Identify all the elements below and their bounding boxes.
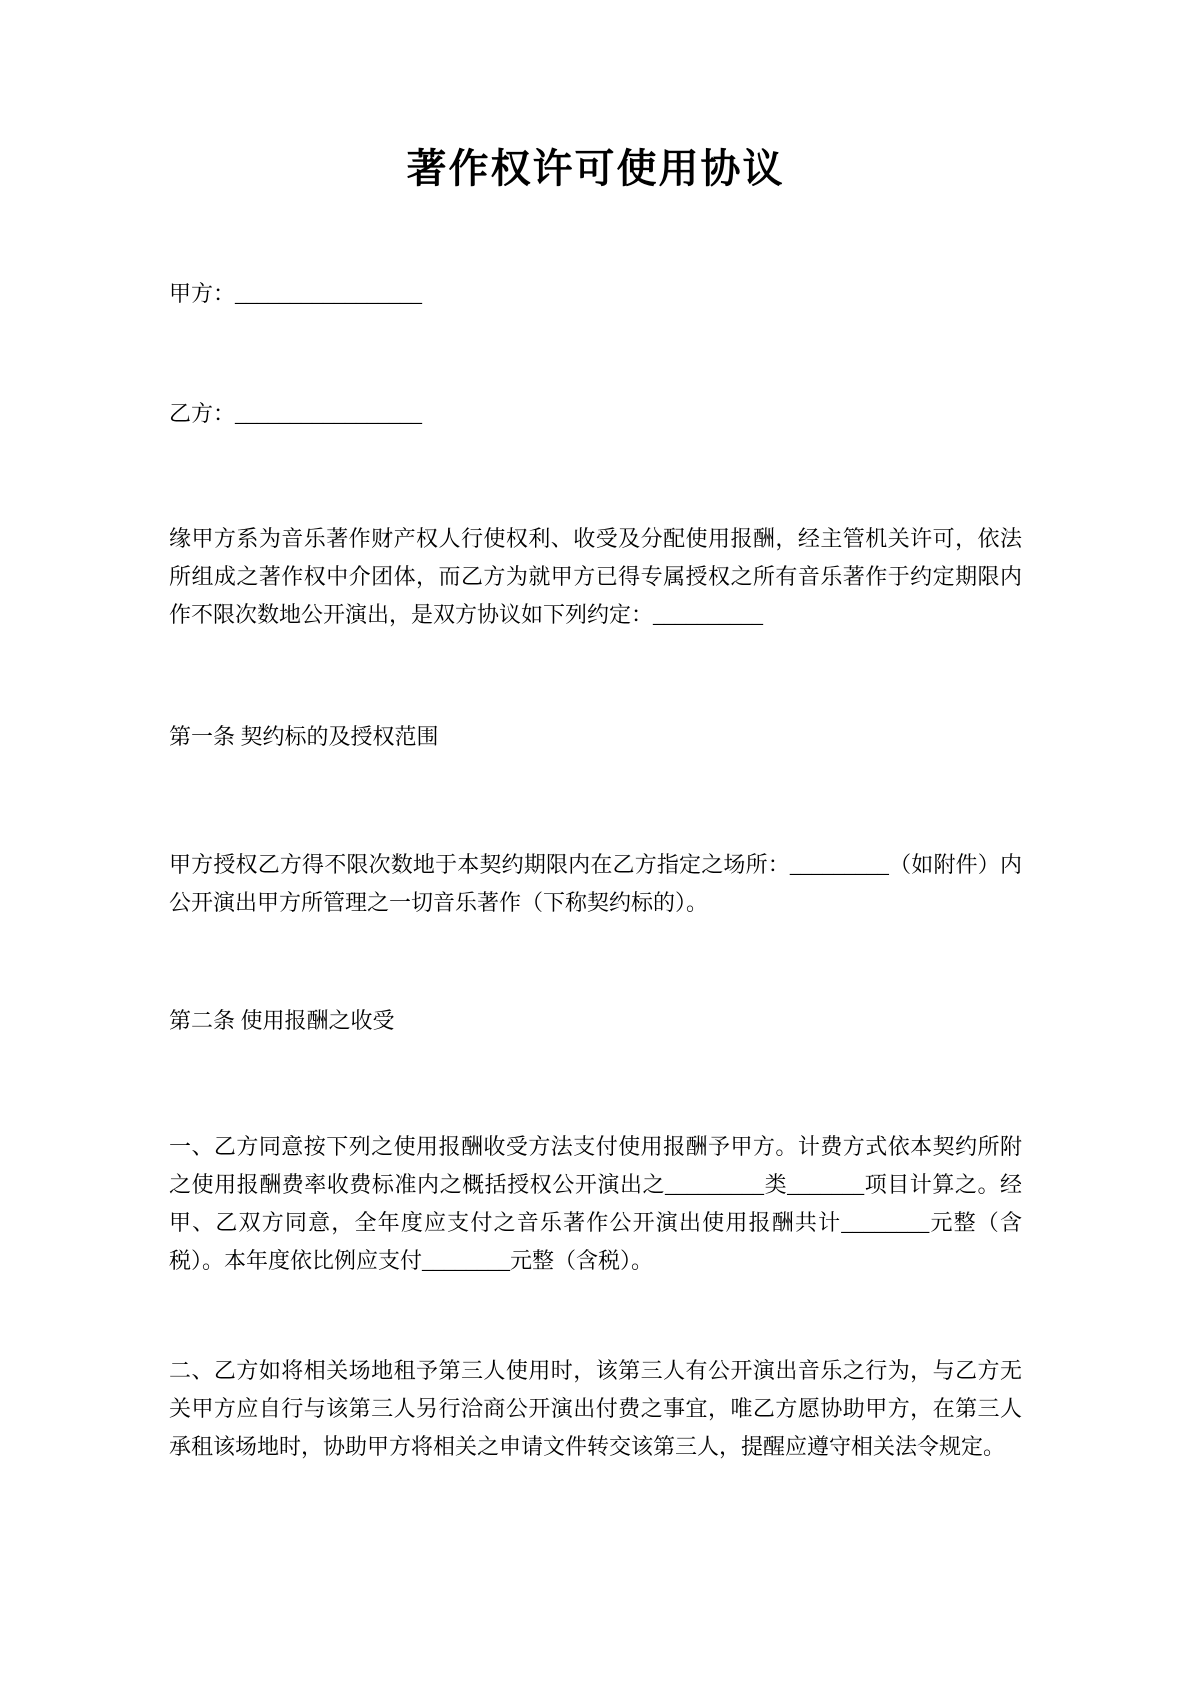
party-b-label: 乙方： xyxy=(169,401,236,426)
document-content xyxy=(169,0,1022,1466)
page-title: 著作权许可使用协议 xyxy=(406,146,785,191)
article-2-heading: 第二条 使用报酬之收受 xyxy=(169,1008,395,1033)
party-b-blank-line: _________________ xyxy=(235,401,423,426)
party-a-label: 甲方： xyxy=(169,281,236,306)
party-a-row xyxy=(169,276,1022,312)
article-1-heading: 第一条 契约标的及授权范围 xyxy=(169,724,439,749)
party-a-blank-line: _________________ xyxy=(235,281,423,306)
preamble-paragraph: 缘甲方系为音乐著作财产权人行使权利、收受及分配使用报酬，经主管机关许可，依法所组成之著作权中介团体，而乙方为就甲方已得专属授权之所有音乐著作于约定期限内作不限次数地公开演出，是双方协议如下列约定：__________ xyxy=(169,526,1022,627)
article-2-clause-2: 二、乙方如将相关场地租予第三人使用时，该第三人有公开演出音乐之行为，与乙方无关甲方应自行与该第三人另行洽商公开演出付费之事宜，唯乙方愿协助甲方，在第三人承租该场地时，协助甲方将相关之申请文件转交该第三人，提醒应遵守相关法令规定。 xyxy=(169,1358,1022,1459)
article-2-clause-1: 一、乙方同意按下列之使用报酬收受方法支付使用报酬予甲方。计费方式依本契约所附之使用报酬费率收费标准内之概括授权公开演出之_________类_______项目计算之。经甲、乙双方同意，全年度应支付之音乐著作公开演出使用报酬共计________元整（含税）。本年度依比例应支付________元整（含税）。 xyxy=(169,1134,1022,1273)
party-b-row xyxy=(169,396,1022,432)
article-1-body: 甲方授权乙方得不限次数地于本契约期限内在乙方指定之场所：_________（如附件）内公开演出甲方所管理之一切音乐著作（下称契约标的）。 xyxy=(169,852,1022,915)
